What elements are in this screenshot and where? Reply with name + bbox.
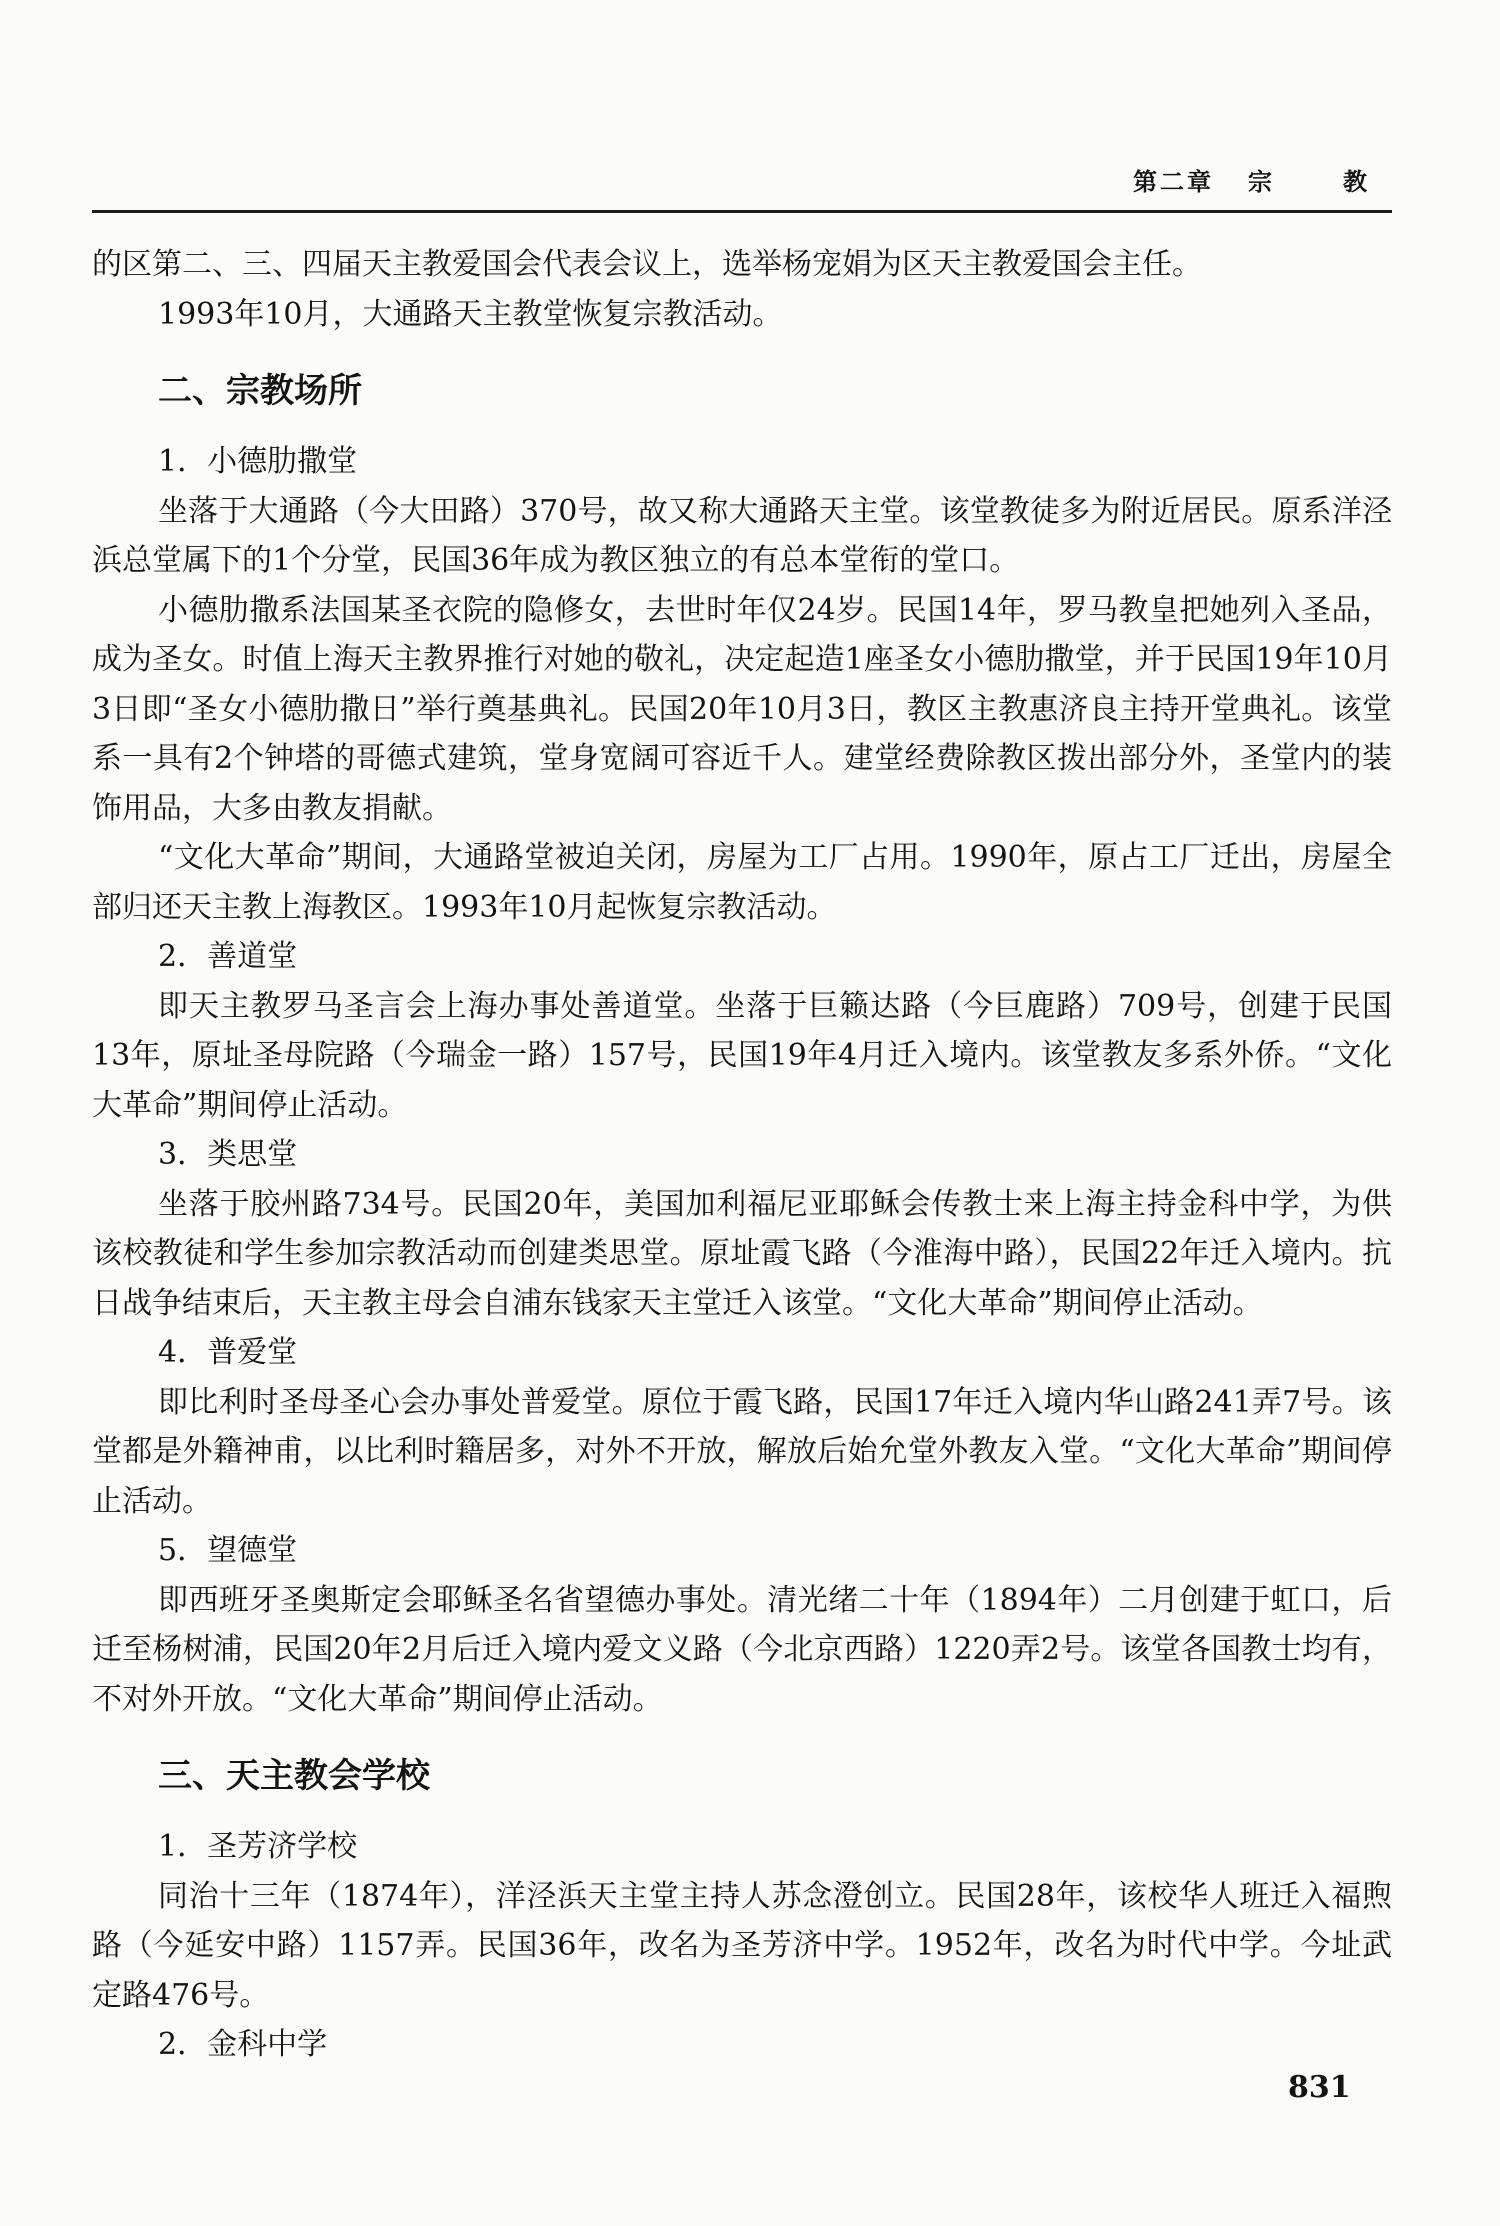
section-heading: 二、宗教场所 xyxy=(158,371,362,411)
paragraph: 小德肋撒系法国某圣衣院的隐修女，去世时年仅24岁。民国14年，罗马教皇把她列入圣品，成为圣女。时值上海天主教界推行对她的敬礼，决定起造1座圣女小德肋撒堂，并于民国19年10月3日即“圣女小德肋撒日”举行奠基典礼。民国20年10月3日，教区主教惠济良主持开堂典礼。该堂系一具有2个钟塔的哥德式建筑，堂身宽阔可容近千人。建堂经费除教区拨出部分外，圣堂内的装饰用品，大多由教友捐献。 xyxy=(92,592,1392,826)
subsection-heading: 4．普爱堂 xyxy=(158,1335,298,1370)
section-heading: 三、天主教会学校 xyxy=(158,1756,430,1796)
subsection-heading: 1．圣芳济学校 xyxy=(158,1829,358,1864)
page-body xyxy=(92,240,1392,2070)
paragraph: 即天主教罗马圣言会上海办事处善道堂。坐落于巨籁达路（今巨鹿路）709号，创建于民国13年，原址圣母院路（今瑞金一路）157号，民国19年4月迁入境内。该堂教友多系外侨。“文化大革命”期间停止活动。 xyxy=(92,988,1392,1123)
paragraph: 即西班牙圣奥斯定会耶稣圣名省望德办事处。清光绪二十年（1894年）二月创建于虹口，后迁至杨树浦，民国20年2月后迁入境内爱文义路（今北京西路）1220弄2号。该堂各国教士均有，不对外开放。“文化大革命”期间停止活动。 xyxy=(92,1582,1392,1717)
paragraph: “文化大革命”期间，大通路堂被迫关闭，房屋为工厂占用。1990年，原占工厂迁出，房屋全部归还天主教上海教区。1993年10月起恢复宗教活动。 xyxy=(92,840,1392,925)
subsection-heading: 2．善道堂 xyxy=(158,939,298,974)
subsection-heading: 1．小德肋撒堂 xyxy=(158,444,358,479)
paragraph: 1993年10月，大通路天主教堂恢复宗教活动。 xyxy=(158,296,783,332)
running-head-title-char: 宗 xyxy=(1248,168,1275,196)
page-number: 831 xyxy=(1288,2070,1351,2105)
running-head-title-char: 教 xyxy=(1343,168,1370,196)
page-header xyxy=(92,160,1392,213)
paragraph: 同治十三年（1874年），洋泾浜天主堂主持人苏念澄创立。民国28年，该校华人班迁入福煦路（今延安中路）1157弄。民国36年，改名为圣芳济中学。1952年，改名为时代中学。今址武定路476号。 xyxy=(92,1878,1392,2013)
paragraph: 即比利时圣母圣心会办事处普爱堂。原位于霞飞路，民国17年迁入境内华山路241弄7号。该堂都是外籍神甫，以比利时籍居多，对外不开放，解放后始允堂外教友入堂。“文化大革命”期间停止活动。 xyxy=(92,1384,1392,1519)
paragraph: 坐落于大通路（今大田路）370号，故又称大通路天主堂。该堂教徒多为附近居民。原系洋泾浜总堂属下的1个分堂，民国36年成为教区独立的有总本堂衔的堂口。 xyxy=(92,493,1392,578)
subsection-heading: 3．类思堂 xyxy=(158,1137,298,1172)
running-head-chapter: 第二章 xyxy=(1133,168,1214,196)
running-head xyxy=(1133,162,1370,197)
subsection-heading: 2．金科中学 xyxy=(158,2027,328,2062)
subsection-heading: 5．望德堂 xyxy=(158,1533,298,1568)
paragraph: 的区第二、三、四届天主教爱国会代表会议上，选举杨宠娟为区天主教爱国会主任。 xyxy=(92,247,1202,282)
paragraph: 坐落于胶州路734号。民国20年，美国加利福尼亚耶稣会传教士来上海主持金科中学，为供该校教徒和学生参加宗教活动而创建类思堂。原址霞飞路（今淮海中路），民国22年迁入境内。抗日战争结束后，天主教主母会自浦东钱家天主堂迁入该堂。“文化大革命”期间停止活动。 xyxy=(92,1186,1392,1321)
